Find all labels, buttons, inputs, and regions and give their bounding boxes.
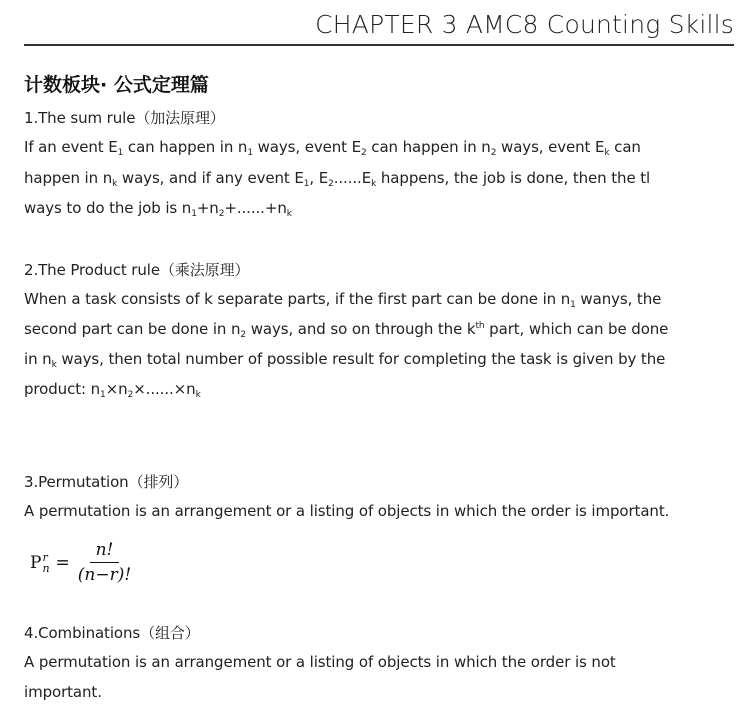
combinations-heading: 4.Combinations（组合）	[24, 624, 200, 642]
sum-rule-line-2: happen in $n_k$ ways, and if any event $E_1$, $E_2......E_k$ happens, the job is done, then the tl	[24, 169, 651, 189]
product-rule-line-3: in $n_k$ ways, then total number of possible result for completing the task is given by the	[24, 350, 666, 370]
product-rule-line-2: second part can be done in $n_2$ ways, and so on through the $k^{th}$ part, which can be done	[24, 320, 669, 340]
combinations-line-2: important.	[24, 683, 102, 701]
product-rule-heading: 2.The Product rule（乘法原理）	[24, 261, 250, 279]
section-title: 计数板块· 公式定理篇	[24, 74, 209, 96]
formula-equals: =	[55, 552, 70, 573]
product-rule-line-1: When a task consists of k separate parts, if the first part can be done in $n_1$ wanys, the	[24, 290, 662, 310]
product-rule-line-4: product: $n_1\times n_2\times......\times n_k$	[24, 380, 201, 400]
permutation-definition: A permutation is an arrangement or a listing of objects in which the order is important.	[24, 502, 670, 520]
sum-rule-heading: 1.The sum rule（加法原理）	[24, 109, 225, 127]
permutation-formula	[30, 540, 131, 585]
chapter-header	[24, 8, 734, 46]
formula-sub-n: n	[42, 561, 50, 575]
formula-p: P	[30, 552, 42, 573]
formula-fraction	[78, 540, 131, 585]
combinations-line-1: A permutation is an arrangement or a listing of objects in which the order is not	[24, 653, 616, 671]
formula-denominator: (n−r)!	[77, 565, 132, 585]
sum-rule-line-3: ways to do the job is $n_1+n_2+......+n_k$	[24, 199, 292, 219]
sum-rule-line-1: If an event $E_1$ can happen in $n_1$ ways, event $E_2$ can happen in $n_2$ ways, event $E_k$ can	[24, 138, 641, 158]
permutation-heading: 3.Permutation（排列）	[24, 473, 189, 491]
chapter-title: CHAPTER 3 AMC8 Counting Skills	[315, 10, 734, 39]
formula-numerator: n!	[90, 540, 120, 563]
formula-sup-r: r	[42, 550, 48, 564]
